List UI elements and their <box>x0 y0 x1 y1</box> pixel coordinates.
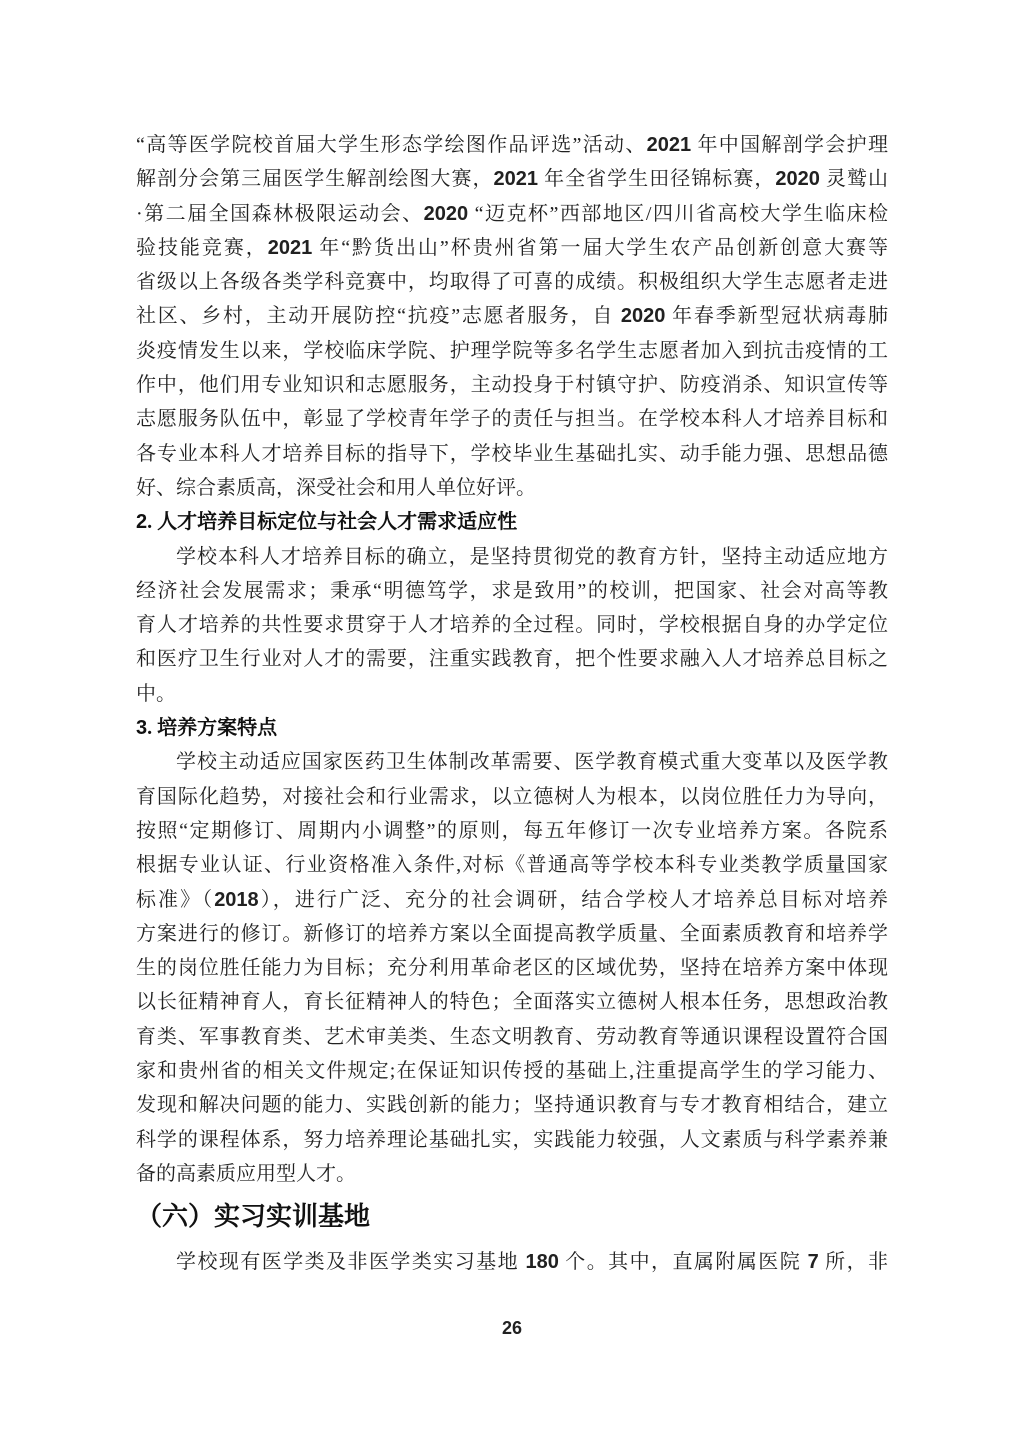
text-line: 好、综合素质高，深受社会和用人单位好评。 <box>136 476 536 499</box>
text-line: 根据专业认证、行业资格准入条件,对标《普通高等学校本科专业类教学质量国家 <box>136 854 888 877</box>
numeral: 2020 <box>775 168 820 191</box>
text-line: 方案进行的修订。新修订的培养方案以全面提高教学质量、全面素质教育和培养学 <box>136 922 888 945</box>
text-line: 和医疗卫生行业对人才的需要，注重实践教育，把个性要求融入人才培养总目标之 <box>136 648 888 671</box>
text-line: 社区、乡村，主动开展防控“抗疫”志愿者服务，自 2020 年春季新型冠状病毒肺 <box>136 305 888 328</box>
text-line: 志愿服务队伍中，彰显了学校青年学子的责任与担当。在学校本科人才培养目标和 <box>136 408 888 431</box>
text-line: 备的高素质应用型人才。 <box>136 1162 356 1185</box>
text-line: “高等医学院校首届大学生形态学绘图作品评选”活动、2021 年中国解剖学会护理 <box>136 134 888 156</box>
text-line: 发现和解决问题的能力、实践创新的能力；坚持通识教育与专才教育相结合，建立 <box>136 1094 888 1117</box>
text-line: 学校主动适应国家医药卫生体制改革需要、医学教育模式重大变革以及医学教 <box>176 751 888 774</box>
page-content <box>136 128 888 1280</box>
text-line: 以长征精神育人，育长征精神人的特色；全面落实立德树人根本任务，思想政治教 <box>136 991 888 1014</box>
text-line: 育国际化趋势，对接社会和行业需求，以立德树人为根本，以岗位胜任力为导向， <box>136 785 888 808</box>
text-line: 育人才培养的共性要求贯穿于人才培养的全过程。同时，学校根据自身的办学定位 <box>136 614 888 637</box>
text-line: 按照“定期修订、周期内小调整”的原则，每五年修订一次专业培养方案。各院系 <box>136 819 888 842</box>
page-footer <box>0 1318 1024 1339</box>
text-line: 省级以上各级各类学科竞赛中，均取得了可喜的成绩。积极组织大学生志愿者走进 <box>136 271 888 294</box>
paragraph <box>136 540 888 711</box>
numeral: 2021 <box>646 134 692 156</box>
numeral: 2020 <box>423 202 469 225</box>
numeral: 180 <box>525 1251 559 1274</box>
text-line: ·第二届全国森林极限运动会、2020 “迈克杯”西部地区/四川省高校大学生临床检 <box>136 202 888 225</box>
text-line: 生的岗位胜任能力为目标；充分利用革命老区的区域优势，坚持在培养方案中体现 <box>136 957 888 980</box>
text-line: 解剖分会第三届医学生解剖绘图大赛，2021 年全省学生田径锦标赛，2020 灵鹫山 <box>136 168 888 191</box>
text-line: 育类、军事教育类、艺术审美类、生态文明教育、劳动教育等通识课程设置符合国 <box>136 1025 888 1048</box>
numeral: 2021 <box>493 168 539 191</box>
text-line: 验技能竞赛，2021 年“黔货出山”杯贵州省第一届大学生农产品创新创意大赛等 <box>136 236 888 259</box>
numeral: 7 <box>807 1251 819 1274</box>
numeral: 2 <box>136 511 148 534</box>
text-line: 中。 <box>136 682 176 705</box>
numeral: 2020 <box>620 305 666 328</box>
sub-heading: 2. 人才培养目标定位与社会人才需求适应性 <box>136 511 518 534</box>
text-line: 学校现有医学类及非医学类实习基地 180 个。其中，直属附属医院 7 所，非 <box>176 1251 888 1274</box>
numeral: 3 <box>136 717 148 740</box>
section-heading: （六）实习实训基地 <box>136 1202 371 1232</box>
paragraph <box>136 128 888 505</box>
paragraph <box>136 1245 888 1279</box>
text-line: 经济社会发展需求；秉承“明德笃学，求是致用”的校训，把国家、社会对高等教 <box>136 579 888 602</box>
text-line: 标准》（2018），进行广泛、充分的社会调研，结合学校人才培养总目标对培养 <box>136 888 888 911</box>
text-line: 炎疫情发生以来，学校临床学院、护理学院等多名学生志愿者加入到抗击疫情的工 <box>136 339 888 362</box>
page-number: 26 <box>501 1318 523 1338</box>
text-line: 各专业本科人才培养目标的指导下，学校毕业生基础扎实、动手能力强、思想品德 <box>136 442 888 465</box>
numeral: 2018 <box>214 888 259 911</box>
text-line: 家和贵州省的相关文件规定;在保证知识传授的基础上,注重提高学生的学习能力、 <box>136 1060 888 1083</box>
numeral: 2021 <box>267 236 313 259</box>
text-line: 科学的课程体系，努力培养理论基础扎实，实践能力较强，人文素质与科学素养兼 <box>136 1128 888 1151</box>
sub-heading: 3. 培养方案特点 <box>136 717 278 740</box>
text-line: 作中，他们用专业知识和志愿服务，主动投身于村镇守护、防疫消杀、知识宣传等 <box>136 374 888 397</box>
paragraph <box>136 745 888 1191</box>
text-line: 学校本科人才培养目标的确立，是坚持贯彻党的教育方针，坚持主动适应地方 <box>176 545 888 568</box>
